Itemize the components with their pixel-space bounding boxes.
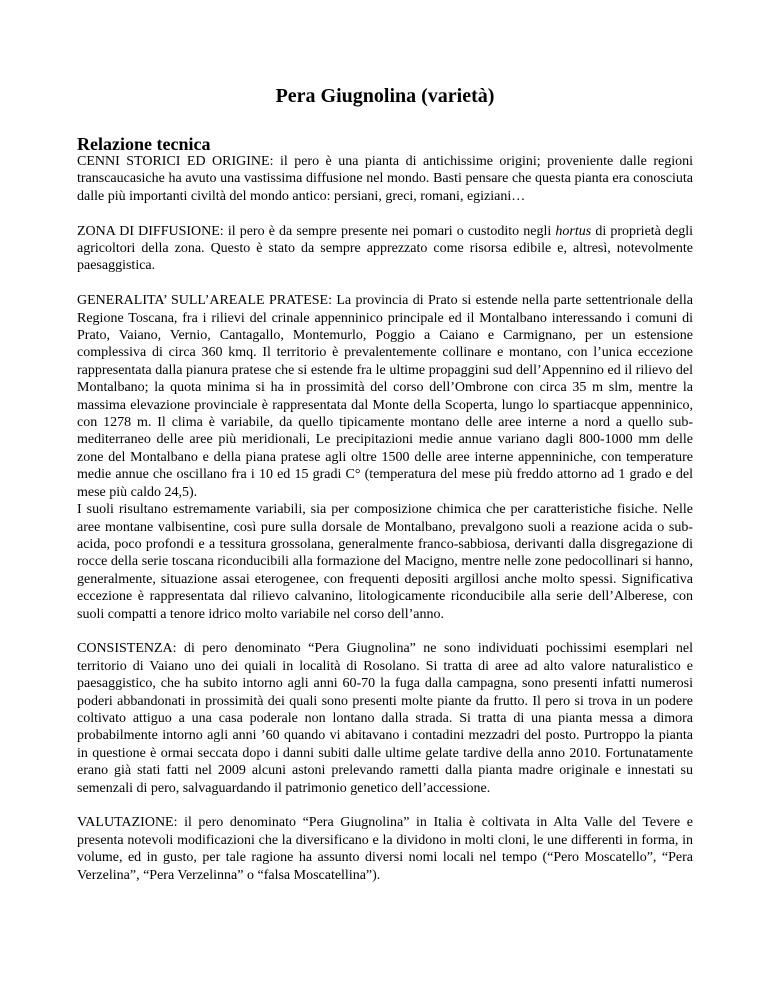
zona-text-end: di proprietà degli agricoltori della zona. Questo è stato da sempre apprezzato come risorsa edibile e, altresì, notevolmente paesaggistica. [77,223,694,274]
section-heading: Relazione tecnica [77,134,211,154]
paragraph-zona-diffusione [77,223,693,275]
document-title: Pera Giugnolina (varietà) [275,85,495,107]
paragraph-generalita: GENERALITA’ SULL’AREALE PRATESE: La provincia di Prato si estende nella parte settentrionale della Regione Toscana, fra i rilievi del crinale appenninico principale ed il Montalbano interessando i comuni di Prato, Vaiano, Vernio, Cantagallo, Montemurlo, Poggio a Caiano e Carmignano, per un estensione complessiva di circa 360 kmq. Il territorio è prevalentemente collinare e montano, con l’unica eccezione rappresentata dalla pianura pratese che si estende fra le ultime propaggini sud dell’Appennino ed il rilievo del Montalbano; la quota minima si ha in prossimità del corso dell’Ombrone con circa 35 m slm, mentre la massima elevazione provinciale è rappresentata dal Monte della Scoperta, lungo lo spartiacque appenninico, con 1278 m. Il clima è variabile, da quello tipicamente montano delle aree interne a nord a quello sub-mediterraneo delle aree più meridionali, Le precipitazioni medie annue variano dagli 800-1000 mm delle zone del Montalbano e della piana pratese agli oltre 1500 delle aree interne appenniniche, con temperature medie annue che oscillano fra i 10 ed 15 gradi C° (temperatura del mese più freddo attorno ad 1 grado e del mese più caldo 24,5). [77,293,693,500]
paragraph-suoli: I suoli risultano estremamente variabili, sia per composizione chimica che per caratteristiche fisiche. Nelle aree montane valbisentine, così pure sulla dorsale de Montalbano, prevalgono suoli a reazione acida o sub-acida, poco profondi e a tessitura grossolana, generalmente franco-sabbiosa, derivanti dalla disgregazione di rocce della serie toscana riconducibili alla formazione del Macigno, mentre nelle zone pedocollinari si hanno, generalmente, situazione assai eterogenee, con frequenti depositi argillosi anche molto spessi. Significativa eccezione è rappresentata dal rilievo calvanino, litologicamente riconducibile alla serie dell’Alberese, con suoli compatti a tenore idrico molto variabile nel corso dell’anno. [77,502,693,622]
paragraph-consistenza: CONSISTENZA: di pero denominato “Pera Giugnolina” ne sono individuati pochissimi esemplari nel territorio di Vaiano uno dei quiali in località di Rosolano. Si tratta di aree ad alto valore naturalistico e paesaggistico, che ha subito intorno agli anni 60-70 la fuga dalla campagna, sono presenti infatti numerosi poderi abbandonati in prossimità dei quali sono presenti molte piante da frutto. Il pero si trova in un podere coltivato attiguo a una casa poderale non lontano dalla strada. Si tratta di una pianta messa a dimora probabilmente intorno agli anni ’60 quando vi abitavano i contadini mezzadri del posto. Purtroppo la pianta in questione è ormai seccata dopo i danni subiti dalle ultime gelate tardive della anno 2010. Fortunatamente erano già stati fatti nel 2009 alcuni astoni prelevando rametti dalla pianta madre originale e innestati su semenzali di pero, salvaguardando il patrimonio genetico dell’accessione. [77,641,693,796]
zona-text-italic: hortus [555,223,592,239]
paragraph-cenni-storici: CENNI STORICI ED ORIGINE: il pero è una pianta di antichissime origini; proveniente dalle regioni transcaucasiche ha avuto una vastissima diffusione nel mondo. Basti pensare che questa pianta era conosciuta dalle più importanti civiltà del mondo antico: persiani, greci, romani, egiziani… [77,154,693,204]
paragraph-valutazione: VALUTAZIONE: il pero denominato “Pera Giugnolina” in Italia è coltivata in Alta Valle del Tevere e presenta notevoli modificazioni che la diversificano e la dividono in molti cloni, le une differenti in forma, in volume, ed in gusto, per tale ragione ha assunto diversi nomi locali nel tempo (“Pero Moscatello”, “Pera Verzelina”, “Pera Verzelinna” o “falsa Moscatellina”). [77,815,693,883]
zona-text-start: ZONA DI DIFFUSIONE: il pero è da sempre presente nei pomari o custodito negli [77,223,556,239]
document-body [77,153,693,901]
